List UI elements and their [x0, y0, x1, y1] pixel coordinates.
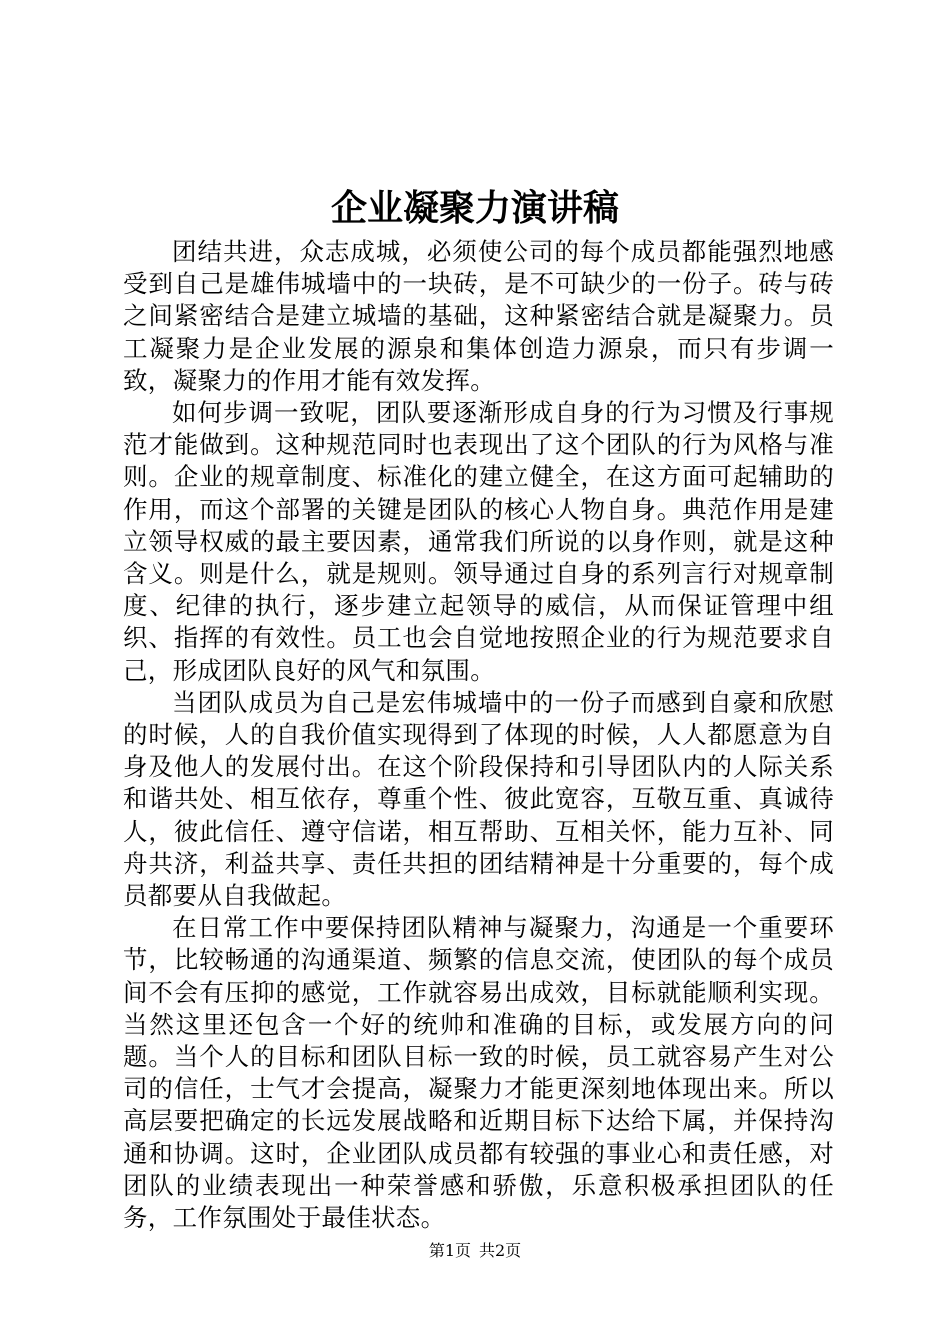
- paragraph-1: 团结共进，众志成城，必须使公司的每个成员都能强烈地感受到自己是雄伟城墙中的一块砖，是不可缺少的一份子。砖与砖之间紧密结合是建立城墙的基础，这种紧密结合就是凝聚力。员工凝聚力是企业发展的源泉和集体创造力源泉，而只有步调一致，凝聚力的作用才能有效发挥。: [123, 237, 834, 395]
- page-number-current: 第1页: [428, 1241, 471, 1260]
- page-number-total: 共2页: [479, 1241, 522, 1260]
- paragraph-4: 在日常工作中要保持团队精神与凝聚力，沟通是一个重要环节，比较畅通的沟通渠道、频繁的信息交流，使团队的每个成员间不会有压抑的感觉，工作就容易出成效，目标就能顺利实现。当然这里还包含一个好的统帅和准确的目标，或发展方向的问题。当个人的目标和团队目标一致的时候，员工就容易产生对公司的信任，士气才会提高，凝聚力才能更深刻地体现出来。所以高层要把确定的长远发展战略和近期目标下达给下属，并保持沟通和协调。这时，企业团队成员都有较强的事业心和责任感，对团队的业绩表现出一种荣誉感和骄傲，乐意积极承担团队的任务，工作氛围处于最佳状态。: [123, 913, 834, 1233]
- page-footer: [0, 1240, 950, 1262]
- paragraph-2: 如何步调一致呢，团队要逐渐形成自身的行为习惯及行事规范才能做到。这种规范同时也表现出了这个团队的行为风格与准则。企业的规章制度、标准化的建立健全，在这方面可起辅助的作用，而这个部署的关键是团队的核心人物自身。典范作用是建立领导权威的最主要因素，通常我们所说的以身作则，就是这种含义。则是什么，就是规则。领导通过自身的系列言行对规章制度、纪律的执行，逐步建立起领导的威信，从而保证管理中组织、指挥的有效性。员工也会自觉地按照企业的行为规范要求自己，形成团队良好的风气和氛围。: [123, 398, 834, 685]
- document-title: 企业凝聚力演讲稿: [330, 187, 619, 229]
- document-body: [123, 236, 834, 1234]
- paragraph-3: 当团队成员为自己是宏伟城墙中的一份子而感到自豪和欣慰的时候，人的自我价值实现得到了体现的时候，人人都愿意为自身及他人的发展付出。在这个阶段保持和引导团队内的人际关系和谐共处、相互依存，尊重个性、彼此宽容，互敬互重、真诚待人，彼此信任、遵守信诺，相互帮助、互相关怀，能力互补、同舟共济，利益共享、责任共担的团结精神是十分重要的，每个成员都要从自我做起。: [123, 687, 834, 911]
